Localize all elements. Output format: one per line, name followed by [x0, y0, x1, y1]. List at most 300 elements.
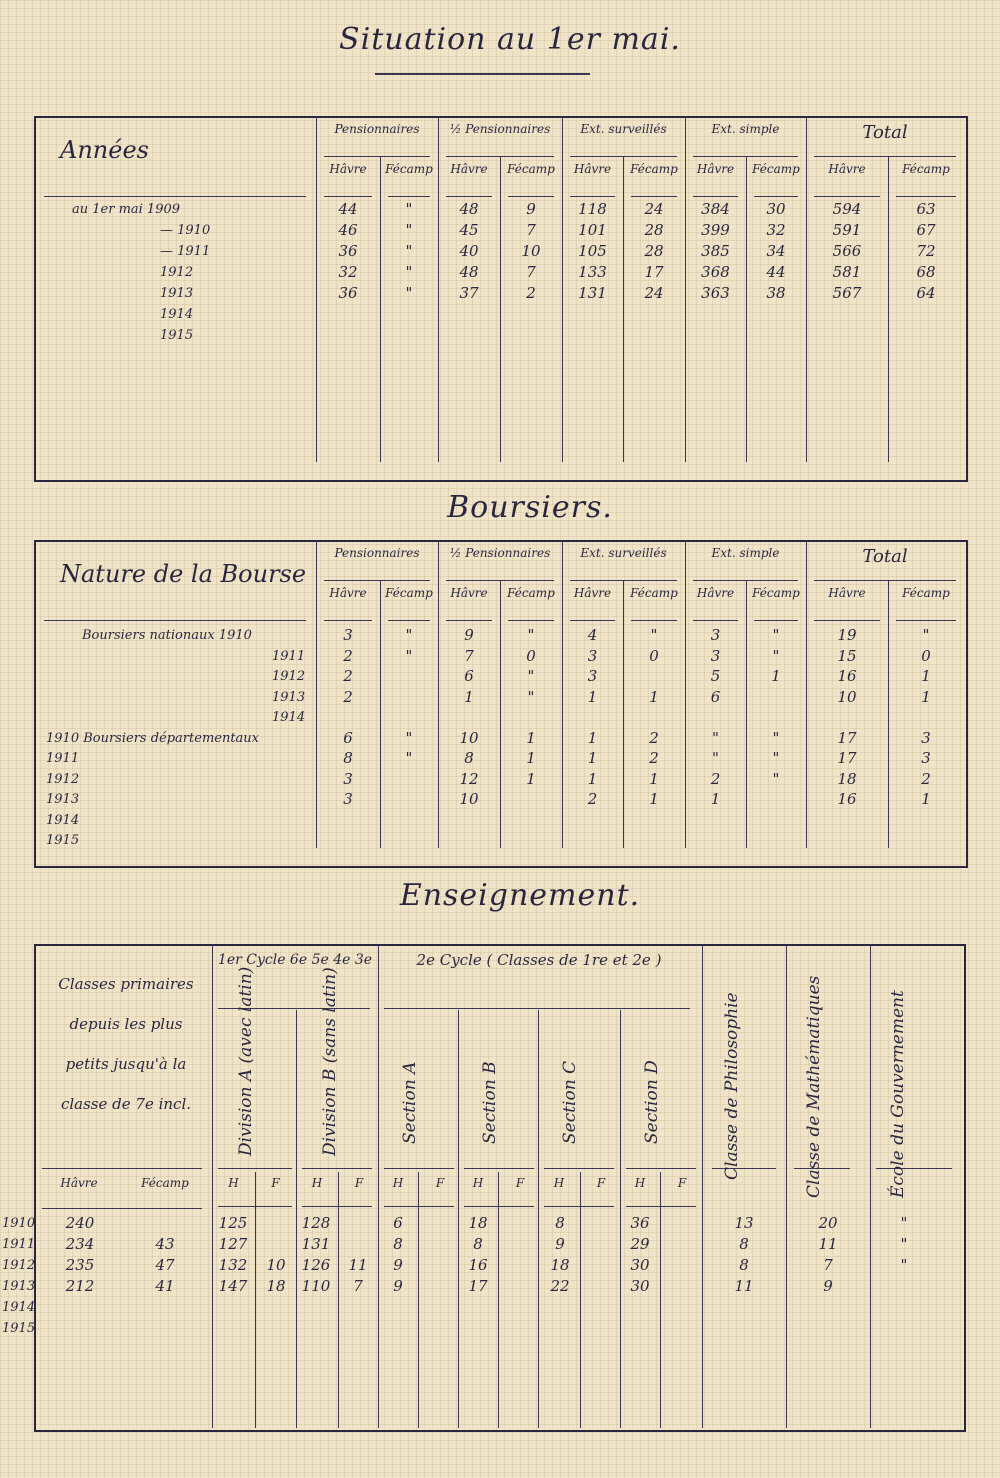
row-label: 1913	[272, 689, 306, 705]
table-cell: 594	[832, 200, 862, 218]
table-cell: 1	[649, 769, 659, 788]
table-cell: "	[405, 626, 413, 644]
section-a-header: Section A	[400, 1061, 420, 1144]
sub-divider	[888, 156, 889, 462]
subheader-havre: Hâvre	[573, 162, 612, 176]
section-header-bottom	[544, 1168, 614, 1169]
row-year: 1913	[2, 1279, 36, 1294]
table-cell: 566	[832, 242, 862, 260]
table-cell: "	[405, 646, 413, 665]
table-cell: 385	[701, 242, 730, 260]
table-cell: "	[405, 263, 413, 281]
table-cell: 7	[353, 1277, 363, 1295]
subheader-underline	[446, 196, 492, 197]
table-cell: 2	[710, 769, 721, 788]
table-cell: 234	[65, 1235, 95, 1253]
table-cell: 3	[710, 626, 721, 644]
table-cell: 3	[921, 749, 931, 767]
table-cell: "	[772, 626, 780, 644]
subheader-havre: Hâvre	[450, 162, 488, 176]
group-title: Pensionnaires	[334, 546, 420, 560]
table-cell: 30	[630, 1256, 650, 1274]
table-cell: 48	[459, 200, 479, 218]
cycle2-underline	[384, 1008, 690, 1009]
table-cell: 41	[155, 1277, 175, 1295]
philosophy-header: Classe de Philosophie	[722, 992, 742, 1180]
subheader-f: F	[354, 1176, 364, 1190]
table-cell: 18	[468, 1214, 488, 1232]
table-cell: 1	[526, 728, 536, 747]
row-label: 1913	[160, 286, 194, 301]
table-cell: "	[900, 1235, 908, 1253]
table-cell: 64	[916, 284, 936, 302]
subheader-f: F	[435, 1176, 445, 1190]
group-underline	[570, 580, 677, 581]
table-cell: 10	[837, 687, 857, 706]
primary-header: Classes primaires depuis les plus petits jusqu'à la classe de 7e incl.	[58, 975, 194, 1113]
subheader-fecamp: Fécamp	[507, 586, 555, 600]
table-cell: 11	[734, 1277, 754, 1295]
subheader-underline	[754, 196, 798, 197]
table-cell: 3	[587, 667, 598, 685]
hf-bottom	[218, 1206, 292, 1207]
table-cell: 8	[473, 1235, 483, 1253]
table-cell: 10	[266, 1256, 286, 1274]
row-label: — 1911	[160, 244, 211, 259]
table-cell: 10	[459, 728, 479, 747]
table-cell: 4	[587, 626, 598, 644]
subheader-havre: Hâvre	[450, 586, 488, 600]
table-cell: 18	[266, 1277, 286, 1295]
row-year: 1912	[2, 1258, 36, 1273]
table-cell: 2	[343, 687, 353, 706]
table-cell: 43	[155, 1235, 175, 1253]
table-cell: 44	[338, 200, 358, 218]
section-header-bottom	[218, 1168, 292, 1169]
subheader-underline	[631, 196, 677, 197]
table-cell: 384	[701, 200, 730, 218]
table-cell: 9	[526, 200, 536, 218]
table-cell: 110	[301, 1277, 331, 1295]
table-cell: "	[405, 749, 413, 767]
group-title: Total	[862, 122, 908, 143]
row-label: 1913	[46, 792, 80, 807]
sub-divider	[623, 580, 624, 848]
title-boursiers: Boursiers.	[447, 490, 613, 525]
table-cell: 1	[649, 790, 659, 808]
table-cell: 3	[343, 626, 353, 644]
table-cell: 47	[155, 1256, 175, 1274]
table-cell: 1	[587, 749, 598, 767]
hf-divider	[418, 1172, 419, 1428]
table-cell: 2	[343, 646, 353, 665]
group-title: Ext. surveillés	[580, 122, 667, 136]
table-cell: 8	[555, 1214, 565, 1232]
table-cell: 36	[338, 284, 358, 302]
table-cell: 9	[464, 626, 474, 644]
table-cell: 0	[649, 646, 659, 665]
row-label: 1915	[46, 833, 80, 848]
table-cell: 0	[921, 646, 931, 665]
table-cell: 6	[393, 1214, 403, 1232]
table-cell: 6	[710, 687, 721, 706]
sub-divider	[746, 580, 747, 848]
section-header-bottom	[302, 1168, 372, 1169]
table-cell: 2	[649, 728, 659, 747]
division-b-header: Division B (sans latin)	[320, 967, 340, 1156]
group-underline	[814, 156, 956, 157]
table-cell: 67	[916, 221, 936, 239]
cycle1-title: 1er Cycle 6e 5e 4e 3e	[217, 952, 373, 968]
table-cell: 1	[710, 790, 721, 808]
table-cell: "	[405, 200, 413, 218]
table-cell: 1	[921, 667, 931, 685]
section-header-bottom	[626, 1168, 696, 1169]
group-underline	[814, 580, 956, 581]
table-cell: 30	[766, 200, 786, 218]
section-d-header: Section D	[642, 1060, 662, 1144]
table-cell: 17	[644, 263, 664, 281]
table-cell: 1	[526, 749, 536, 767]
group-underline	[324, 156, 430, 157]
subheader-underline	[324, 196, 372, 197]
subheader-fecamp: Fécamp	[902, 586, 950, 600]
table-cell: 368	[701, 263, 730, 281]
subheader-f: F	[515, 1176, 525, 1190]
table-cell: 17	[468, 1277, 488, 1295]
table-cell: 133	[578, 263, 607, 281]
subheader-fecamp: Fécamp	[141, 1176, 189, 1190]
table-cell: 9	[393, 1277, 403, 1295]
subheader-underline	[324, 620, 372, 621]
table-cell: "	[900, 1214, 908, 1232]
table-cell: "	[712, 728, 719, 747]
table-cell: 37	[459, 284, 479, 302]
row-header-label: Nature de la Bourse	[60, 560, 307, 588]
table-cell: "	[772, 646, 780, 665]
subheader-underline	[570, 620, 615, 621]
table-cell: 11	[818, 1235, 838, 1253]
table-cell: 8	[393, 1235, 403, 1253]
table-cell: 72	[916, 242, 936, 260]
title-enseignement: Enseignement.	[399, 878, 641, 913]
table-cell: 8	[343, 749, 353, 767]
table-cell: 29	[630, 1235, 650, 1253]
table-cell: 10	[521, 242, 541, 260]
subheader-f: F	[271, 1176, 280, 1190]
sub-divider	[623, 156, 624, 462]
table-cell: "	[712, 749, 719, 767]
table-cell: "	[922, 626, 930, 644]
subheader-fecamp: Fécamp	[902, 162, 950, 176]
table-cell: 30	[630, 1277, 650, 1295]
table-cell: 28	[644, 242, 664, 260]
row-year: 1915	[2, 1321, 36, 1336]
table-cell: 13	[734, 1214, 754, 1232]
subheader-h: H	[311, 1176, 323, 1190]
table-cell: 7	[526, 221, 536, 239]
table-cell: 16	[837, 790, 857, 808]
table-cell: "	[527, 626, 535, 644]
table-cell: 15	[837, 646, 857, 665]
math-header: Classe de Mathématiques	[804, 975, 824, 1198]
table-cell: 212	[65, 1277, 95, 1295]
table-cell: 20	[818, 1214, 838, 1232]
table-cell: 7	[464, 646, 474, 665]
section-c-header: Section C	[560, 1060, 580, 1144]
row-label: au 1er mai 1909	[72, 202, 181, 217]
row-label: 1910 Boursiers départementaux	[46, 730, 260, 746]
hf-divider	[255, 1172, 256, 1428]
sub-divider	[500, 156, 501, 462]
table-cell: 45	[459, 221, 479, 239]
row-year: 1910	[2, 1216, 36, 1231]
table-cell: 6	[343, 728, 353, 747]
subheader-havre: Hâvre	[696, 586, 735, 600]
table-cell: 567	[832, 284, 862, 302]
table-cell: 24	[644, 284, 664, 302]
hf-divider	[498, 1172, 499, 1428]
table-cell: 18	[837, 769, 857, 788]
hf-divider	[580, 1172, 581, 1428]
subheader-havre: Hâvre	[573, 586, 612, 600]
table-cell: 24	[644, 200, 664, 218]
group-underline	[446, 156, 554, 157]
group-title: ½ Pensionnaires	[449, 546, 551, 560]
table-cell: 8	[739, 1235, 749, 1253]
group-title: Pensionnaires	[334, 122, 420, 136]
table-cell: 9	[393, 1256, 403, 1274]
sub-divider	[888, 580, 889, 848]
row-header-label: Années	[60, 136, 149, 164]
sub-divider	[746, 156, 747, 462]
hf-divider	[338, 1172, 339, 1428]
table-cell: 128	[301, 1214, 331, 1232]
group-underline	[446, 580, 554, 581]
header-bottom	[44, 620, 306, 621]
subheader-underline	[754, 620, 798, 621]
table-cell: 36	[630, 1214, 650, 1232]
table-cell: 40	[459, 242, 479, 260]
table-cell: 16	[468, 1256, 488, 1274]
hf-divider	[660, 1172, 661, 1428]
table-cell: 38	[766, 284, 786, 302]
table-cell: 18	[550, 1256, 570, 1274]
table-cell: 1	[464, 687, 474, 706]
cycle2-title: 2e Cycle ( Classes de 1re et 2e )	[416, 951, 662, 969]
table-cell: 118	[578, 200, 607, 218]
subheader-fecamp: Fécamp	[507, 162, 555, 176]
table-cell: 7	[526, 263, 536, 281]
section-b-header: Section B	[480, 1061, 500, 1144]
subheader-havre: Hâvre	[828, 162, 866, 176]
table-cell: 36	[338, 242, 358, 260]
table-cell: 2	[343, 667, 353, 685]
division-a-header: Division A (avec latin)	[236, 966, 256, 1156]
table-cell: 3	[710, 646, 721, 665]
table-cell: 591	[832, 221, 862, 239]
table-cell: 17	[837, 749, 857, 767]
table-cell: "	[405, 221, 413, 239]
subheader-h: H	[634, 1176, 646, 1190]
table-cell: 235	[65, 1256, 95, 1274]
table-cell: 399	[701, 221, 730, 239]
group-underline	[693, 156, 798, 157]
row-label: 1915	[160, 328, 194, 343]
row-year: 1911	[2, 1237, 36, 1252]
table-cell: 46	[338, 221, 358, 239]
table-cell: 105	[578, 242, 607, 260]
hf-bottom	[626, 1206, 696, 1207]
table-cell: 126	[301, 1256, 331, 1274]
row-label: 1912	[46, 771, 80, 787]
table-cell: 3	[343, 769, 353, 788]
hf-bottom	[464, 1206, 534, 1207]
subheader-fecamp: Fécamp	[752, 586, 800, 600]
table-cell: 68	[916, 263, 936, 281]
table-cell: 5	[710, 667, 721, 685]
table-cell: "	[527, 667, 535, 685]
subheader-f: F	[596, 1176, 606, 1190]
subheader-underline	[814, 196, 880, 197]
subheader-f: F	[677, 1176, 687, 1190]
section-header-bottom	[384, 1168, 454, 1169]
table-cell: 3	[343, 790, 353, 808]
subheader-underline	[693, 620, 738, 621]
table-cell: 240	[65, 1214, 95, 1232]
table-cell: 8	[739, 1256, 749, 1274]
table-cell: 6	[464, 667, 474, 685]
section-header-bottom	[464, 1168, 534, 1169]
table-cell: 1	[587, 687, 598, 706]
group-underline	[324, 580, 430, 581]
table-cell: "	[405, 728, 413, 747]
subheader-underline	[508, 620, 554, 621]
row-label: — 1910	[160, 223, 211, 238]
subheader-fecamp: Fécamp	[385, 586, 433, 600]
table-cell: 17	[837, 728, 857, 747]
row-label: 1911	[46, 751, 80, 766]
title-situation: Situation au 1er mai.	[339, 22, 681, 57]
table-cell: "	[772, 749, 780, 767]
primary-header-bottom	[42, 1168, 202, 1169]
subheader-underline	[508, 196, 554, 197]
table-cell: 16	[837, 667, 857, 685]
subheader-fecamp: Fécamp	[630, 586, 678, 600]
table-cell: 127	[218, 1235, 248, 1253]
column-divider	[786, 944, 787, 1428]
table-cell: 32	[766, 221, 786, 239]
hf-bottom	[384, 1206, 454, 1207]
subheader-havre: Hâvre	[329, 586, 367, 600]
table-cell: 2	[587, 790, 598, 808]
table-cell: 28	[644, 221, 664, 239]
table-cell: 44	[766, 263, 786, 281]
group-title: Ext. surveillés	[580, 546, 667, 560]
subheader-underline	[896, 620, 956, 621]
subheader-underline	[446, 620, 492, 621]
table-cell: 1	[921, 790, 931, 808]
table-cell: 131	[301, 1235, 331, 1253]
subheader-h: H	[472, 1176, 484, 1190]
group-underline	[570, 156, 677, 157]
subheader-h: H	[392, 1176, 404, 1190]
subheader-havre: Hâvre	[696, 162, 735, 176]
table-cell: 19	[837, 626, 857, 644]
subheader-underline	[814, 620, 880, 621]
hf-bottom	[544, 1206, 614, 1207]
column-divider	[870, 944, 871, 1428]
subheader-underline	[693, 196, 738, 197]
table-cell: 8	[464, 749, 474, 767]
table-cell: 1	[587, 769, 598, 788]
table-cell: 32	[338, 263, 358, 281]
row-label: 1914	[46, 812, 80, 828]
group-title: Total	[862, 546, 908, 567]
table-cell: 10	[459, 790, 479, 808]
row-label: 1914	[272, 710, 306, 725]
row-label: 1911	[272, 648, 306, 664]
table-cell: 3	[921, 728, 931, 747]
table-cell: 1	[771, 667, 781, 685]
table-cell: 1	[526, 769, 536, 788]
subheader-underline	[388, 196, 430, 197]
table-cell: 7	[823, 1256, 833, 1274]
table-cell: 34	[766, 242, 786, 260]
table-cell: 9	[555, 1235, 565, 1253]
table-cell: "	[650, 626, 658, 644]
table-cell: 363	[701, 284, 730, 302]
subheader-underline	[896, 196, 956, 197]
subheader-fecamp: Fécamp	[385, 162, 433, 176]
gouvernement-header: École du Gouvernement	[888, 990, 908, 1198]
table-cell: 9	[823, 1277, 833, 1295]
table-cell: "	[527, 687, 535, 706]
table-cell: 63	[916, 200, 936, 218]
table-cell: 22	[550, 1277, 570, 1295]
table-cell: "	[772, 769, 780, 788]
row-label: 1914	[160, 307, 194, 322]
row-label: Boursiers nationaux 1910	[82, 628, 252, 643]
table-cell: 101	[578, 221, 607, 239]
table-cell: 2	[526, 284, 536, 302]
subheader-underline	[570, 196, 615, 197]
table-cell: 11	[348, 1256, 368, 1274]
group-title: ½ Pensionnaires	[449, 122, 551, 136]
group-title: Ext. simple	[711, 122, 780, 136]
table-cell: "	[900, 1256, 908, 1274]
table-cell: 3	[587, 646, 598, 665]
table-cell: 132	[218, 1256, 248, 1274]
table-cell: "	[772, 728, 780, 747]
subheader-havre: Hâvre	[828, 586, 866, 600]
row-year: 1914	[2, 1300, 36, 1315]
subheader-havre: Hâvre	[60, 1176, 98, 1190]
table-cell: 125	[218, 1214, 248, 1232]
subheader-underline	[388, 620, 430, 621]
table-cell: 1	[649, 687, 659, 706]
table-cell: 2	[921, 769, 931, 788]
group-underline	[693, 580, 798, 581]
row-label: 1912	[272, 669, 306, 684]
table-cell: "	[405, 284, 413, 302]
header-bottom	[44, 196, 306, 197]
table-cell: 0	[526, 646, 536, 665]
table-cell: 2	[649, 749, 659, 767]
table-cell: "	[405, 242, 413, 260]
table-cell: 1	[921, 687, 931, 706]
table-cell: 12	[459, 769, 479, 788]
